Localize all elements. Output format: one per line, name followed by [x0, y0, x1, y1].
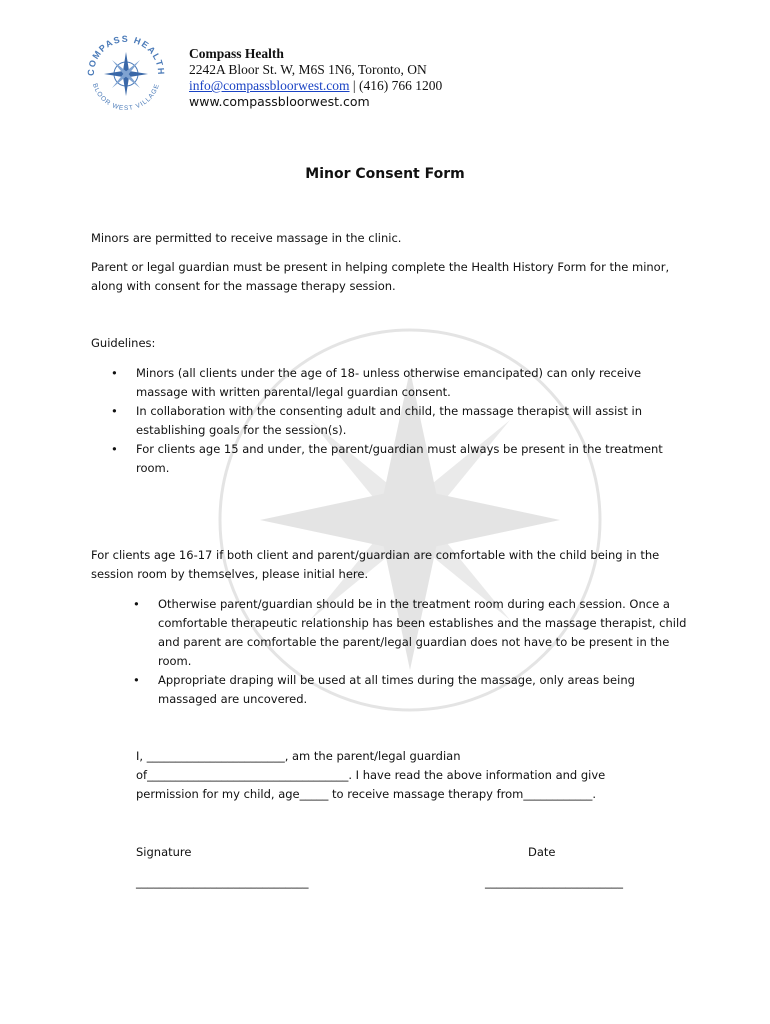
consent-line-1[interactable]: I, ________________________, am the parent/legal guardian	[136, 749, 461, 763]
list-item: • Minors (all clients under the age of 18- unless otherwise emancipated) can only receive massage with written parental/legal guardian consent.	[91, 364, 691, 402]
page-title: Minor Consent Form	[305, 166, 465, 182]
logo-ring-text-bottom: BLOOR WEST VILLAGE	[90, 82, 162, 113]
intro-paragraph-1: Minors are permitted to receive massage in the clinic.	[91, 231, 402, 245]
compass-rose-icon	[104, 52, 148, 96]
date-label: Date	[528, 845, 556, 859]
older-clients-paragraph: For clients age 16-17 if both client and parent/guardian are comfortable with the child being in the session room by themselves, please initial here.	[91, 548, 660, 581]
contact-line	[189, 78, 442, 94]
consent-line-2[interactable]: of___________________________________. I have read the above information and give	[136, 768, 606, 782]
logo-ring-text-top: COMPASS HEALTH	[85, 33, 167, 77]
intro-paragraph-2: Parent or legal guardian must be present in helping complete the Health History Form for the minor, along with consent for the massage therapy session.	[91, 260, 670, 293]
compass-health-logo	[80, 28, 172, 120]
consent-line-3[interactable]: permission for my child, age_____ to receive massage therapy from____________.	[136, 787, 597, 801]
email-link[interactable]: info@compassbloorwest.com	[189, 78, 350, 93]
list-item: • Otherwise parent/guardian should be in the treatment room during each session. Once a comfortable therapeutic relationship has been establishes and the massage therapist, child and parent are comfortable the parent/legal guardian does not have to be present in the room.	[113, 595, 693, 671]
signature-label: Signature	[136, 845, 192, 859]
org-address: 2242A Bloor St. W, M6S 1N6, Toronto, ON	[189, 62, 427, 77]
consent-statement	[136, 747, 696, 804]
date-field[interactable]: ________________________	[485, 875, 623, 889]
organization-info	[189, 46, 442, 110]
guidelines-heading: Guidelines:	[91, 336, 156, 350]
list-item: • In collaboration with the consenting adult and child, the massage therapist will assist in establishing goals for the session(s).	[91, 402, 691, 440]
older-clients-list	[113, 595, 693, 709]
list-item: • Appropriate draping will be used at all times during the massage, only areas being massaged are uncovered.	[113, 671, 693, 709]
org-name: Compass Health	[189, 46, 284, 61]
signature-field[interactable]: ______________________________	[136, 875, 309, 889]
phone-number: | (416) 766 1200	[349, 78, 443, 93]
list-item: • For clients age 15 and under, the parent/guardian must always be present in the treatment room.	[91, 440, 691, 478]
website: www.compassbloorwest.com	[189, 94, 370, 109]
guidelines-list	[91, 364, 691, 478]
